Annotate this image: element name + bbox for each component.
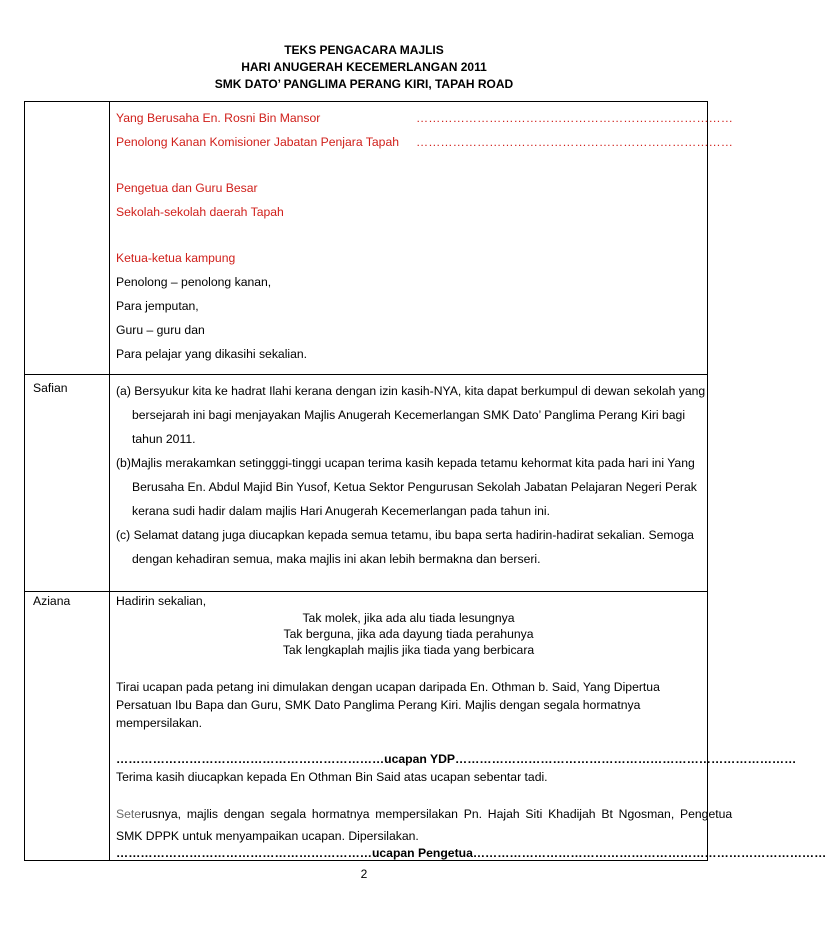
script-cell [110,375,708,592]
script-table [24,101,826,861]
paragraph-line: (c) Selamat datang juga diucapkan kepada semua tetamu, ibu bapa serta hadirin-hadirat sekalian. Semoga [116,528,694,542]
document-header [0,42,728,93]
table-row [25,102,708,375]
paragraph-line: dengan kehadiran semua, maka majlis ini akan lebih bermakna dan berseri. [132,552,541,566]
guest1-name: Yang Berusaha En. Rosni Bin Mansor [116,111,321,125]
paragraph-line: Terima kasih diucapkan kepada En Othman Bin Said atas ucapan sebentar tadi. [116,770,548,784]
cue-pengetua-left: ………………………………………………………ucapan Pengetua [116,846,473,860]
paragraph-line: SMK DPPK untuk menyampaikan ucapan. Dipersilakan. [116,829,419,843]
poem-line: Tak lengkaplah majlis jika tiada yang berbicara [282,643,535,657]
list-item [116,106,733,130]
cue-line-pengetua [116,846,826,860]
text-prefix: Sete [116,807,142,821]
poem-line: Tak molek, jika ada alu tiada lesungnya [302,611,515,625]
guest2-dots: …………………………………………………………………… [416,135,733,149]
list-item: Para pelajar yang dikasihi sekalian. [116,347,308,361]
page-number: 2 [360,867,368,881]
table-row [25,592,708,861]
text-rest: rusnya, majlis dengan segala hormatnya mempersilakan Pn. Hajah Siti Khadijah Bt Ngosman, Pengetua [141,807,733,821]
list-item: Guru – guru dan [116,323,205,337]
table-row [25,375,708,592]
speaker-cell [25,102,110,375]
paragraph-line: mempersilakan. [116,716,203,730]
speaker-cell: Aziana [25,592,110,861]
title-line-3: SMK DATO’ PANGLIMA PERANG KIRI, TAPAH ROAD [214,77,514,91]
list-item: Para jemputan, [116,299,199,313]
spacer [116,224,701,246]
greeting-line: Hadirin sekalian, [116,594,207,608]
spacer [116,786,701,802]
list-item: Penolong – penolong kanan, [116,275,272,289]
paragraph-line [116,802,733,826]
spacer [116,732,701,750]
paragraph-line: Persatuan Ibu Bapa dan Guru, SMK Dato Panglima Perang Kiri. Majlis dengan segala hormatnya [116,698,641,712]
paragraph-line: kerana sudi hadir dalam majlis Hari Anugerah Kecemerlangan pada tahun ini. [132,504,551,518]
script-cell [110,102,733,375]
guest2-name: Penolong Kanan Komisioner Jabatan Penjara Tapah [116,135,400,149]
script-cell [110,592,826,861]
cue-ydp-left: …………………………………………………………ucapan YDP [116,752,456,766]
pantun [116,610,701,658]
paragraph-line: (b)Majlis merakamkan setingggi-tinggi ucapan terima kasih kepada tetamu kehormat kita pada hari ini Yang [116,456,695,470]
title-line-2: HARI ANUGERAH KECEMERLANGAN 2011 [241,60,487,74]
paragraph-line: Berusaha En. Abdul Majid Bin Yusof, Ketua Sektor Pengurusan Sekolah Jabatan Pelajaran Negeri Perak [132,480,697,494]
cue-pengetua-right: …………………………………………………………………………… [472,846,826,860]
paragraph-line: (a) Bersyukur kita ke hadrat Ilahi kerana dengan izin kasih-NYA, kita dapat berkumpul di dewan sekolah yang [116,384,706,398]
speaker-cell: Safian [25,375,110,592]
list-item: Ketua-ketua kampung [116,251,236,265]
spacer [116,154,701,176]
cue-ydp-right: ………………………………………………………………………… [455,752,797,766]
guest1-dots: …………………………………………………………………… [416,111,733,125]
paragraph-line: bersejarah ini bagi menjayakan Majlis Anugerah Kecemerlangan SMK Dato’ Panglima Perang Kiri bagi [132,408,686,422]
paragraph-line: tahun 2011. [132,432,196,446]
poem-line: Tak berguna, jika ada dayung tiada perahunya [283,627,534,641]
list-item [116,130,733,154]
title-line-1: TEKS PENGACARA MAJLIS [284,43,444,57]
cue-line-ydp [116,750,797,768]
list-item: Sekolah-sekolah daerah Tapah [116,205,284,219]
list-item: Pengetua dan Guru Besar [116,181,258,195]
paragraph-line: Tirai ucapan pada petang ini dimulakan dengan ucapan daripada En. Othman b. Said, Yang Dipertua [116,680,660,694]
spacer [116,658,701,678]
